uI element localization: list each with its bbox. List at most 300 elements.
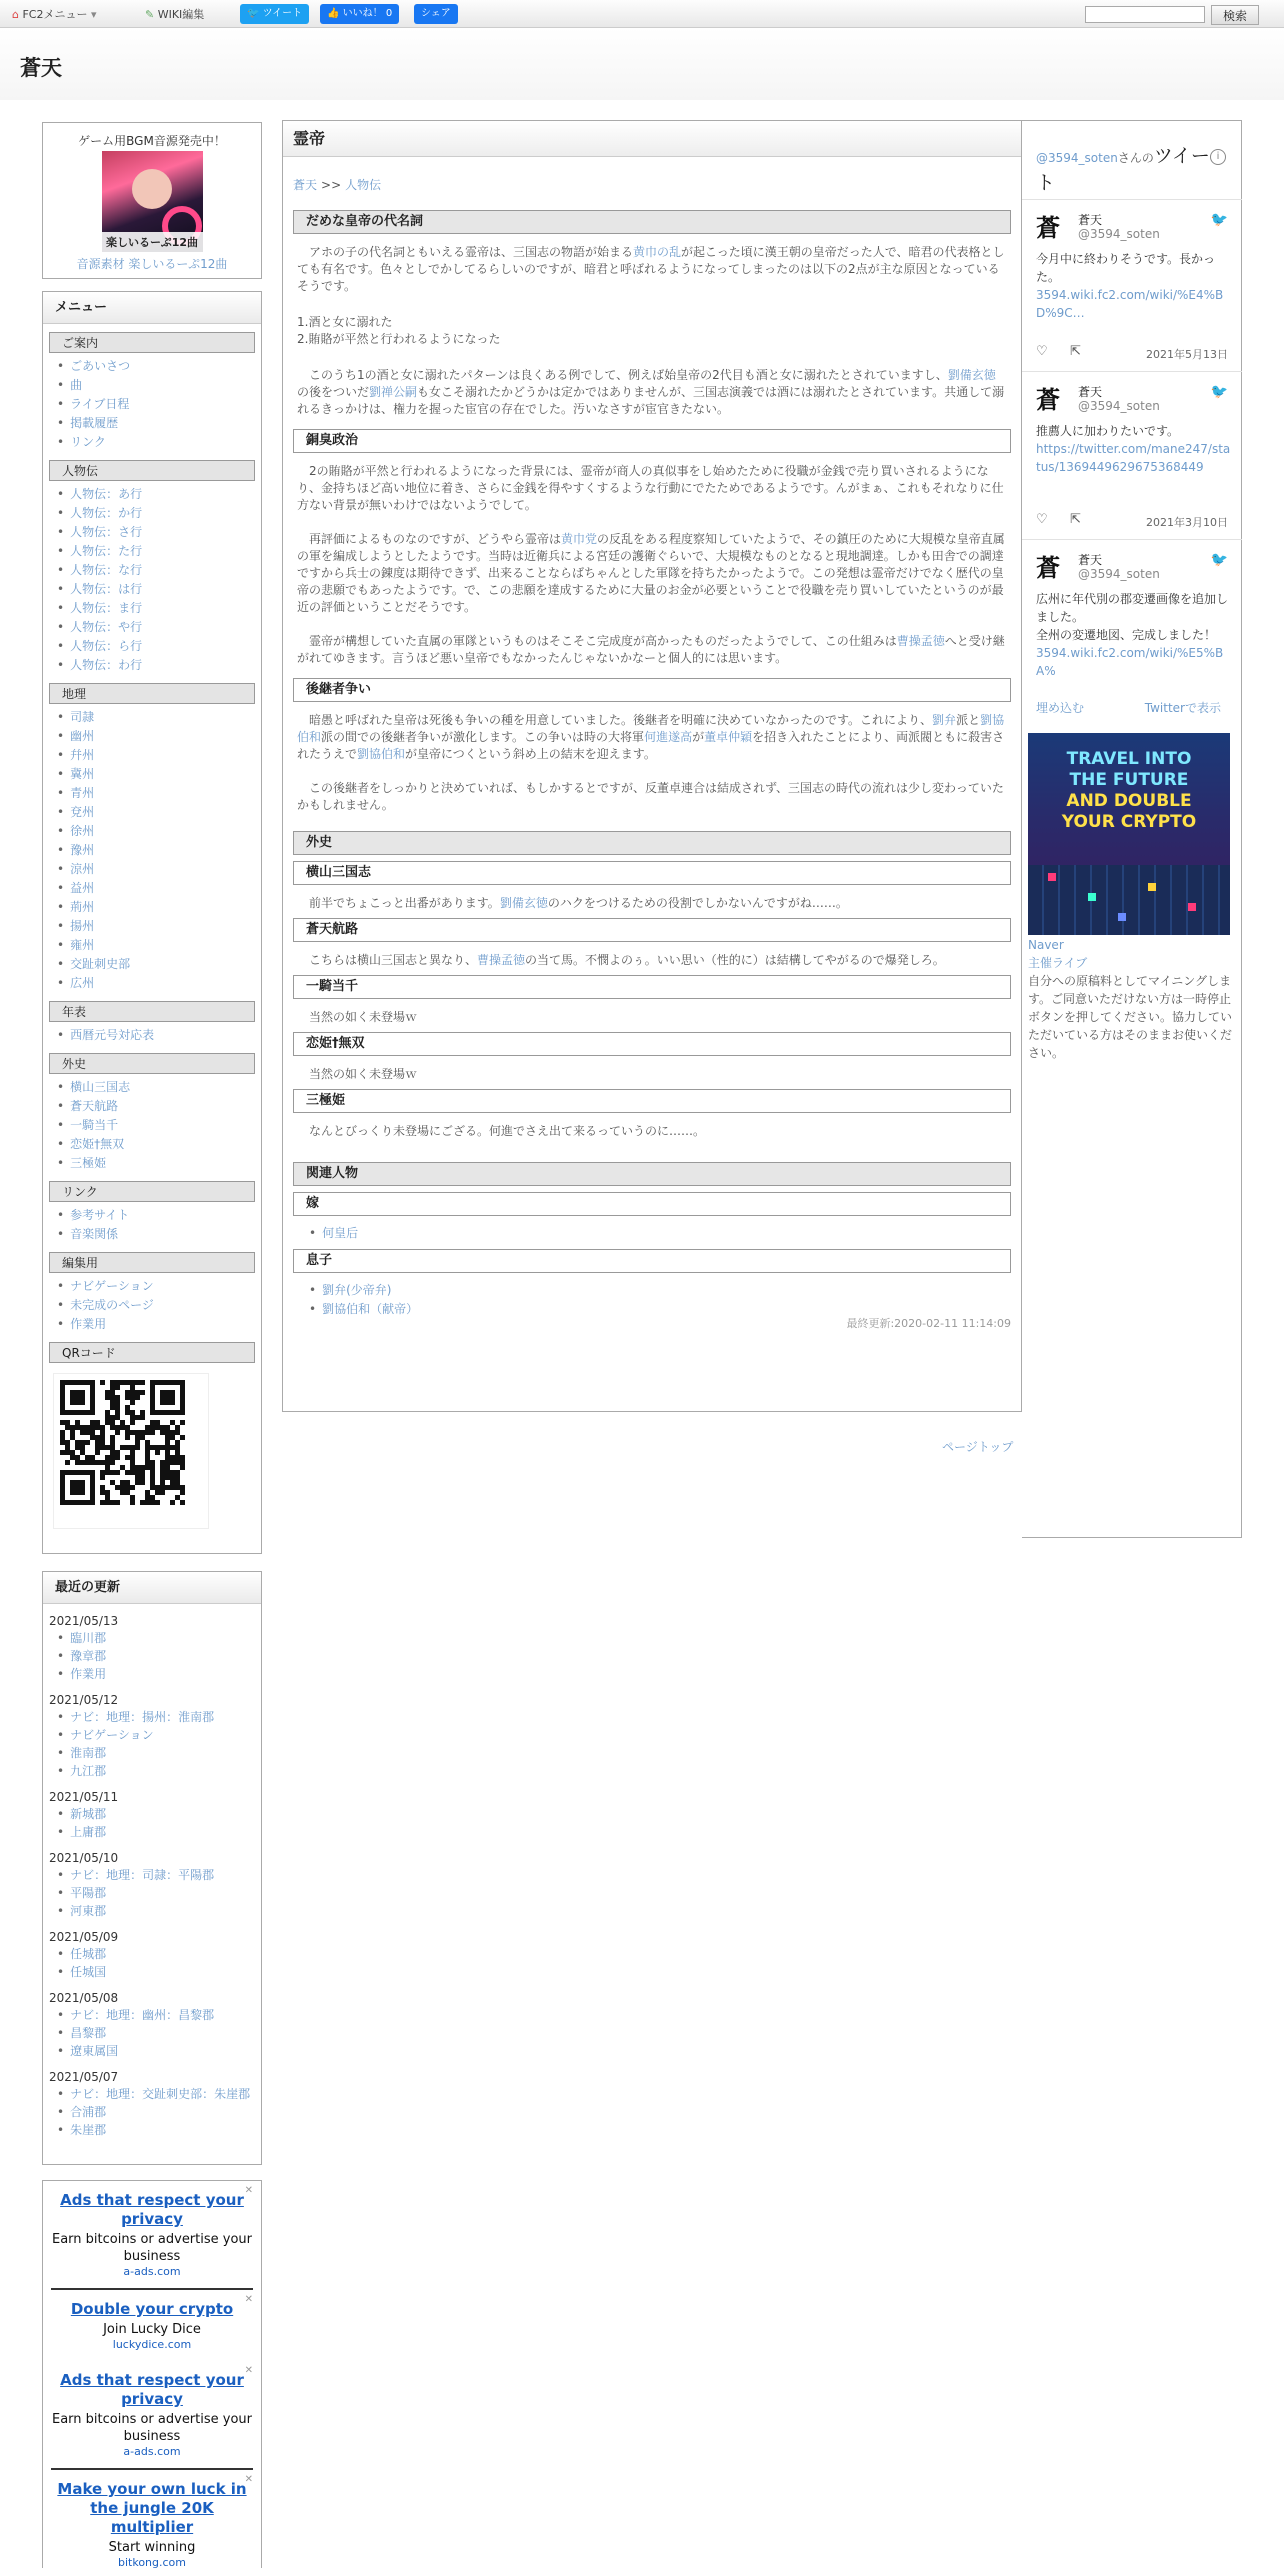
menu-item[interactable] [57, 1026, 261, 1045]
menu-item-label[interactable]: 未完成のページ [70, 1298, 154, 1312]
menu-item[interactable] [57, 523, 261, 542]
ad-image-text: AND DOUBLE [1066, 791, 1192, 811]
promo-image[interactable] [102, 151, 203, 252]
menu-item-label[interactable]: 兗州 [70, 805, 95, 819]
update-item[interactable] [57, 2085, 261, 2103]
paragraph [297, 531, 1007, 616]
search-button[interactable]: 検索 [1211, 5, 1259, 25]
paragraph: 当然の如く未登場ｗ [309, 1067, 418, 1081]
ad-url[interactable]: a-ads.com [123, 2265, 181, 2278]
menu-item[interactable] [57, 917, 261, 936]
twitter-handle[interactable]: @3594_soten [1036, 151, 1118, 165]
menu-item-label[interactable]: 横山三国志 [70, 1080, 131, 1094]
tweet-text-line: 全州の変遷地図、完成しました！ [1036, 628, 1217, 642]
text-segment: の後をついだ [297, 385, 370, 399]
update-link[interactable]: 作業用 [70, 1667, 107, 1681]
info-icon[interactable]: i [1210, 149, 1226, 165]
ad-description: Start winning [108, 2540, 196, 2555]
update-link[interactable]: 淮南郡 [70, 1746, 107, 1760]
update-link[interactable]: ナビ：地理：交趾刺史部：朱崖郡 [70, 2087, 251, 2101]
article [282, 120, 1022, 1412]
menu-item[interactable] [57, 765, 261, 784]
breadcrumb-home[interactable]: 蒼天 [293, 178, 318, 192]
heading-yokoyama: 横山三国志 [293, 861, 1011, 885]
menu-item-label[interactable]: 青州 [70, 786, 95, 800]
update-item[interactable] [57, 1823, 261, 1841]
menu-item[interactable] [57, 1097, 261, 1116]
ad-headline[interactable]: Ads that respect your privacy [60, 2191, 244, 2228]
person-link[interactable]: 劉禅公嗣 [369, 385, 418, 399]
text-segment: こちらは横山三国志と異なり、 [309, 953, 478, 967]
wife-list [309, 1224, 1021, 1243]
breadcrumb [293, 176, 1021, 193]
menu-item[interactable] [57, 504, 261, 523]
menu-item[interactable] [57, 936, 261, 955]
menu-item-label[interactable]: 人物伝：か行 [70, 506, 143, 520]
update-link[interactable]: 豫章郡 [70, 1649, 107, 1663]
menu-item-label[interactable]: 荊州 [70, 900, 95, 914]
menu-item[interactable] [57, 599, 261, 618]
heading-related: 関連人物 [293, 1162, 1011, 1186]
ad-unit[interactable] [51, 2470, 253, 2568]
update-item[interactable] [57, 1665, 261, 1683]
tweet-author-name[interactable]: 蒼天 [1078, 385, 1103, 399]
menu-item[interactable] [57, 1296, 261, 1315]
update-date: 2021/05/12 [49, 1693, 119, 1707]
fc2-toolbar [0, 0, 1284, 28]
update-item[interactable] [57, 1805, 261, 1823]
menu-item-label[interactable]: 西暦元号対応表 [70, 1028, 155, 1042]
menu-section-header: 外史 [49, 1053, 255, 1074]
ad-decoration [1118, 913, 1126, 921]
paragraph [297, 244, 1007, 295]
menu-item[interactable] [57, 974, 261, 993]
ad-headline[interactable]: Make your own luck in the jungle 20K multiplier [57, 2480, 247, 2536]
menu-item-label[interactable]: 参考サイト [70, 1208, 130, 1222]
update-link[interactable]: 任城国 [70, 1965, 107, 1979]
update-item[interactable] [57, 2121, 261, 2139]
update-item[interactable] [57, 1744, 261, 1762]
menu-item-label[interactable]: 幽州 [70, 729, 95, 743]
menu-item-label[interactable]: リンク [70, 435, 106, 449]
ad-url[interactable]: a-ads.com [123, 2445, 181, 2458]
menu-item-label[interactable]: 恋姫†無双 [70, 1137, 125, 1151]
like-button[interactable]: 👍 いいね！ 0 [320, 4, 399, 24]
update-link[interactable]: 九江郡 [70, 1764, 107, 1778]
home-icon: ⌂ [12, 8, 19, 21]
ad-close-icon[interactable]: ✕ [244, 2365, 253, 2376]
update-item[interactable] [57, 2006, 261, 2024]
menu-item[interactable] [57, 727, 261, 746]
menu-section-header: 人物伝 [49, 460, 255, 481]
text-segment: このうち1の酒と女に溺れたパターンは良くある例でして、例えば始皇帝の2代目も酒と女に溺れたとされていますし、 [309, 368, 948, 382]
menu-item[interactable] [57, 822, 261, 841]
menu-item-label[interactable]: 冀州 [70, 767, 95, 781]
menu-item[interactable] [57, 561, 261, 580]
menu-item-label[interactable]: 豫州 [70, 843, 95, 857]
share-button[interactable]: シェア [414, 4, 458, 24]
tweet-link[interactable]: https://twitter.com/mane247/status/1369449629675368449 [1036, 442, 1231, 474]
person-link[interactable]: 曹操孟徳 [896, 634, 945, 648]
menu-item-label[interactable]: ライブ日程 [70, 397, 130, 411]
update-item[interactable] [57, 1945, 261, 1963]
ad-decoration [1048, 873, 1056, 881]
person-link[interactable]: 何進遂高 [644, 730, 693, 744]
menu-item-label[interactable]: 人物伝：た行 [70, 544, 143, 558]
menu-section-list [43, 357, 261, 452]
tweet-text-line: 今月中に終わりそうです。長かった。 [1036, 252, 1216, 284]
menu-item[interactable] [57, 376, 261, 395]
menu-item[interactable] [57, 803, 261, 822]
text-segment: 前半でちょこっと出番があります。 [309, 896, 500, 910]
bird-icon: 🐦 [247, 8, 260, 19]
text-segment: アホの子の代名詞ともいえる霊帝は、三国志の物語が始まる [309, 245, 634, 259]
ad-headline[interactable]: Double your crypto [70, 2300, 234, 2318]
menu-item-label[interactable]: 人物伝：な行 [70, 563, 143, 577]
update-list [43, 1945, 261, 1981]
menu-title: メニュー [43, 292, 261, 324]
person-link[interactable]: 劉協伯和 [322, 1302, 371, 1316]
update-date: 2021/05/07 [49, 2070, 119, 2084]
paragraph [297, 367, 1007, 418]
menu-item[interactable] [57, 1135, 261, 1154]
menu-item-label[interactable]: 蒼天航路 [70, 1099, 119, 1113]
menu-item-label[interactable]: 一騎当千 [70, 1118, 119, 1132]
menu-item-label[interactable]: ナビゲーション [70, 1279, 154, 1293]
person-link[interactable]: 劉弁 [322, 1283, 347, 1297]
bird-icon: 🐦 [1210, 552, 1228, 568]
menu-item-label[interactable]: ごあいさつ [70, 359, 131, 373]
menu-item[interactable] [57, 784, 261, 803]
bird-icon: 🐦 [1210, 212, 1228, 228]
ad-decoration [1088, 893, 1096, 901]
update-list [43, 2006, 261, 2060]
text-segment: のハクをつけるための役割でしかないんですがね……。 [547, 896, 848, 910]
menu-item[interactable] [57, 414, 261, 433]
ad-image[interactable] [1028, 733, 1230, 935]
menu-item[interactable] [57, 542, 261, 561]
text-segment: 暗愚と呼ばれた皇帝は死後も争いの種を用意していました。後継者を明確に決めていなかったのです。これにより、 [309, 713, 933, 727]
menu-item[interactable] [57, 395, 261, 414]
ad-text [1028, 936, 1234, 1062]
site-title[interactable]: 蒼天 [20, 56, 62, 80]
tweet-author-handle[interactable]: @3594_soten [1078, 567, 1160, 581]
update-link[interactable]: 臨川郡 [70, 1631, 107, 1645]
update-item[interactable] [57, 2103, 261, 2121]
qr-pattern [60, 1380, 197, 1517]
menu-item-label[interactable]: 人物伝：ら行 [70, 639, 143, 653]
menu-item-label[interactable]: 交趾刺史部 [70, 957, 131, 971]
tweet-item[interactable] [1022, 199, 1242, 371]
menu-item-label[interactable]: 人物伝：さ行 [70, 525, 143, 539]
tweet-author-handle[interactable]: @3594_soten [1078, 399, 1160, 413]
menu-item-label[interactable]: 雍州 [70, 938, 95, 952]
chevron-down-icon: ▾ [91, 8, 97, 21]
update-link[interactable]: 合浦郡 [70, 2105, 107, 2119]
menu-item[interactable] [57, 1277, 261, 1296]
menu-item[interactable] [57, 860, 261, 879]
heading-bad-emperor: だめな皇帝の代名詞 [293, 210, 1011, 234]
ad-headline[interactable]: Ads that respect your privacy [60, 2371, 244, 2408]
person-note[interactable]: （献帝） [370, 1302, 419, 1316]
paragraph [297, 952, 1007, 969]
update-link[interactable]: ナビ：地理：幽州：昌黎郡 [70, 2008, 215, 2022]
menu-section-list [43, 1078, 261, 1173]
update-link[interactable]: ナビ：地理：揚州：淮南郡 [70, 1710, 215, 1724]
text-segment: が [692, 730, 705, 744]
update-link[interactable]: 平陽郡 [70, 1886, 107, 1900]
update-link[interactable]: 上庸郡 [70, 1825, 107, 1839]
ad-close-icon[interactable]: ✕ [244, 2185, 253, 2196]
ad-description: Earn bitcoins or advertise your business [51, 2232, 252, 2264]
promo-link[interactable]: 音源素材 楽しいるーぷ12曲 [76, 257, 228, 271]
update-link[interactable]: ナビゲーション [70, 1728, 154, 1742]
update-item[interactable] [57, 1708, 261, 1726]
update-item[interactable] [57, 1647, 261, 1665]
menu-item[interactable] [57, 1315, 261, 1334]
like-icon[interactable]: ♡ [1036, 344, 1048, 359]
text-segment: の反乱をある程度察知していたようで、その鎮圧のために大規模な皇帝直属の軍を編成しようとしたようです。当時は近衛兵による宮廷の護衛ぐらいで、大規模なものとなると現地調達。しかも田舎での調達ですから兵士の錬度は期待できず、出来ることならばちゃんとした軍隊を持ちたかったようで。この発想は霊帝だけでなく歴代の皇帝の悲願でもあったようです。で、この悲願を達成するために大量のお金が必要ということで役職を売り買いしていたというのが最近の評価ということだそうです。 [297, 532, 1005, 614]
heading-koihime: 恋姫†無双 [293, 1032, 1011, 1056]
menu-item-label[interactable]: 涼州 [70, 862, 95, 876]
related-person[interactable] [309, 1281, 1021, 1300]
person-link[interactable]: 曹操孟徳 [477, 953, 526, 967]
text-segment: も女こそ溺れたかどうかは定かではありませんが、三国志演義では酒には溺れたとされています。共通して溺れるきっかけは、権力を握った宦官の存在でした。汚いなさすが宦官きたない。 [297, 385, 1005, 416]
menu-item[interactable] [57, 746, 261, 765]
heading-soten: 蒼天航路 [293, 918, 1011, 942]
menu-item[interactable] [57, 656, 261, 675]
ad-close-icon[interactable]: ✕ [244, 2474, 253, 2485]
tweet-author-name[interactable]: 蒼天 [1078, 553, 1103, 567]
menu-item[interactable] [57, 637, 261, 656]
tweet-author-handle[interactable]: @3594_soten [1078, 227, 1160, 241]
menu-item[interactable] [57, 955, 261, 974]
menu-item-label[interactable]: 掲載履歴 [70, 416, 119, 430]
update-item[interactable] [57, 2042, 261, 2060]
menu-section-list [43, 485, 261, 675]
menu-item-label[interactable]: 人物伝：は行 [70, 582, 143, 596]
menu-item[interactable] [57, 1225, 261, 1244]
menu-item-label[interactable]: 揚州 [70, 919, 95, 933]
paragraph [297, 712, 1007, 763]
menu-item-label[interactable]: 曲 [70, 378, 83, 392]
person-link[interactable]: 劉備玄徳 [947, 368, 996, 382]
update-item[interactable] [57, 2024, 261, 2042]
ad-brand[interactable]: 主催ライブ [1028, 956, 1088, 970]
person-link[interactable]: 黄巾の乱 [633, 245, 682, 259]
qr-code [53, 1373, 209, 1529]
tweet-button[interactable]: 🐦 ツイート [240, 4, 309, 24]
bird-icon: 🐦 [1210, 384, 1228, 400]
tweet-date[interactable]: 2021年3月10日 [1146, 516, 1228, 529]
person-link[interactable]: 劉備玄徳 [499, 896, 548, 910]
menu-item[interactable] [57, 898, 261, 917]
menu-item[interactable] [57, 1154, 261, 1173]
related-person[interactable] [309, 1224, 1021, 1243]
embed-link[interactable]: 埋め込む [1036, 701, 1085, 715]
update-item[interactable] [57, 1866, 261, 1884]
update-item[interactable] [57, 1762, 261, 1780]
menu-item[interactable] [57, 618, 261, 637]
site-header [0, 28, 1284, 100]
text-segment: 霊帝が構想していた直属の軍隊というものはそこそこ完成度が高かったものだったようでして、この仕組みは [309, 634, 897, 648]
tweet-link[interactable]: 3594.wiki.fc2.com/wiki/%E4%BD%9C… [1036, 288, 1224, 320]
ads-box [42, 2180, 262, 2568]
menu-item[interactable] [57, 1078, 261, 1097]
ad-unit[interactable] [51, 2181, 253, 2290]
tweet-link[interactable]: 3594.wiki.fc2.com/wiki/%E5%BA% [1036, 646, 1224, 678]
tweet-date[interactable]: 2021年5月13日 [1146, 348, 1228, 361]
update-item[interactable] [57, 1629, 261, 1647]
paragraph [297, 633, 1007, 667]
text-segment: 派と [956, 713, 981, 727]
update-item[interactable] [57, 1884, 261, 1902]
update-date: 2021/05/10 [49, 1851, 119, 1865]
reason-1: 1.酒と女に溺れた [297, 315, 393, 329]
person-note[interactable]: (少帝弁) [346, 1283, 392, 1297]
update-link[interactable]: 新城郡 [70, 1807, 107, 1821]
menu-item-label[interactable]: 人物伝：ま行 [70, 601, 143, 615]
menu-item[interactable] [57, 1116, 261, 1135]
update-list [43, 1629, 261, 1683]
ad-unit[interactable] [51, 2361, 253, 2470]
menu-item[interactable] [57, 485, 261, 504]
update-link[interactable]: ナビ：地理：司隷：平陽郡 [70, 1868, 215, 1882]
tweet-item[interactable] [1022, 371, 1242, 539]
ad-url[interactable]: luckydice.com [112, 2338, 192, 2351]
update-link[interactable]: 河東郡 [70, 1904, 107, 1918]
recent-updates-title: 最近の更新 [43, 1572, 261, 1604]
menu-section-header: ご案内 [49, 332, 255, 353]
update-date: 2021/05/09 [49, 1930, 119, 1944]
tweet-item[interactable] [1022, 539, 1242, 699]
menu-item-label[interactable]: 徐州 [70, 824, 95, 838]
update-item[interactable] [57, 1963, 261, 1981]
update-item[interactable] [57, 1726, 261, 1744]
page-top-link[interactable]: ページトップ [942, 1440, 1014, 1454]
menu-section-header: QRコード [49, 1342, 255, 1363]
text-segment: の当て馬。不憫よのぅ。いい思い（性的に）は結構してやがるので爆発しろ。 [525, 953, 945, 967]
search-input[interactable] [1085, 6, 1205, 23]
heading-succession: 後継者争い [293, 678, 1011, 702]
menu-section-list [43, 1277, 261, 1334]
update-link[interactable]: 朱崖郡 [70, 2123, 107, 2137]
update-item[interactable] [57, 1902, 261, 1920]
text-segment: が起こった頃に漢王朝の皇帝だった人で、暗君の代表格としても有名です。色々としでかしてるらしいのですが、暗君と呼ばれるようになってしまったのは以下の2点が主な原因となっているそうです。 [297, 245, 1005, 293]
breadcrumb-parent[interactable]: 人物伝 [345, 178, 382, 192]
person-link[interactable]: 董卓仲穎 [704, 730, 753, 744]
paragraph [297, 895, 1007, 912]
menu-section-header: 年表 [49, 1001, 255, 1022]
paragraph: なんとびっくり未登場にござる。何進でさえ出て来るっていうのに……。 [309, 1124, 706, 1138]
promo-heading: ゲーム用BGM音源発売中！ [78, 134, 226, 148]
update-list [43, 1805, 261, 1841]
update-link[interactable]: 任城郡 [70, 1947, 107, 1961]
menu-section-list [43, 1026, 261, 1045]
menu-item-label[interactable]: 広州 [70, 976, 95, 990]
text-segment: へと受け継がれてゆきます。言うほど悪い皇帝でもなかったんじゃないかなーと個人的には思います。 [297, 634, 1005, 665]
menu-item-label[interactable]: 人物伝：あ行 [70, 487, 143, 501]
menu-item[interactable] [57, 841, 261, 860]
paragraph: この後継者をしっかりと決めていれば、もしかするとですが、反董卓連合は結成されず、三国志の時代の流れは少し変わっていたかもしれません。 [297, 781, 1004, 812]
menu-item-label[interactable]: 人物伝：わ行 [70, 658, 143, 672]
tweet-text [1036, 422, 1232, 476]
menu-item[interactable] [57, 708, 261, 727]
ad-description: 自分への原稿料としてマイニングします。ご同意いただけない方は一時停止ボタンを押してください。協力していただいている方はそのままお使いください。 [1028, 974, 1233, 1060]
menu-item[interactable] [57, 879, 261, 898]
page-title: 霊帝 [283, 121, 1021, 157]
person-link[interactable]: 何皇后 [322, 1226, 359, 1240]
heading-wife: 嫁 [293, 1192, 1011, 1216]
avatar[interactable]: 蒼 [1036, 553, 1060, 582]
share-icon[interactable]: ⇱ [1070, 512, 1081, 527]
tweet-author-name[interactable]: 蒼天 [1078, 213, 1103, 227]
text-segment: が皇帝につくという斜め上の結末を迎えます。 [405, 747, 656, 761]
twitter-widget [1022, 120, 1242, 1538]
promo-box [42, 122, 262, 279]
menu-item[interactable] [57, 1206, 261, 1225]
menu-item-label[interactable]: 作業用 [70, 1317, 107, 1331]
ad-advertiser[interactable]: Naver [1028, 938, 1064, 952]
menu-item-label[interactable]: 音楽関係 [70, 1227, 119, 1241]
heading-sons: 息子 [293, 1249, 1011, 1273]
menu-item[interactable] [57, 580, 261, 599]
update-list [43, 2085, 261, 2139]
ad-unit[interactable] [51, 2290, 253, 2361]
recent-updates-box [42, 1571, 262, 2165]
update-date: 2021/05/08 [49, 1991, 119, 2005]
wiki-edit-link[interactable]: ✎ WIKI編集 [145, 8, 205, 21]
person-link[interactable]: 劉弁 [932, 713, 957, 727]
menu-item-label[interactable]: 益州 [70, 881, 95, 895]
person-link[interactable]: 劉協伯和 [357, 747, 406, 761]
menu-item-label[interactable]: 司隷 [70, 710, 95, 724]
update-date: 2021/05/13 [49, 1614, 119, 1628]
twitter-title: @3594_sotenさんのツイート i [1036, 141, 1226, 195]
update-date: 2021/05/11 [49, 1790, 119, 1804]
ad-url[interactable]: bitkong.com [117, 2556, 186, 2568]
avatar[interactable]: 蒼 [1036, 385, 1060, 414]
update-link[interactable]: 遼東属国 [70, 2044, 119, 2058]
person-link[interactable]: 黄巾党 [561, 532, 598, 546]
update-groups [43, 1613, 261, 2139]
tweet-text-line: 推薦人に加わりたいです。 [1036, 424, 1180, 438]
ad-close-icon[interactable]: ✕ [244, 2294, 253, 2305]
fc2-menu[interactable]: ⌂ FC2メニュー ▾ [12, 8, 97, 21]
text-segment: 派の間での後継者争いが激化します。この争いは時の大将軍 [321, 730, 645, 744]
menu-item[interactable] [57, 357, 261, 376]
menu-item-label[interactable]: 三極姫 [70, 1156, 107, 1170]
share-icon[interactable]: ⇱ [1070, 344, 1081, 359]
menu-item-label[interactable]: 人物伝：や行 [70, 620, 143, 634]
person-link[interactable]: 劉協伯和 [297, 713, 1005, 744]
menu-section-list [43, 708, 261, 993]
edit-icon: ✎ [145, 8, 155, 21]
like-icon[interactable]: ♡ [1036, 512, 1048, 527]
menu-item-label[interactable]: 幷州 [70, 748, 95, 762]
view-on-twitter-link[interactable]: Twitterで表示 [1144, 701, 1221, 715]
avatar[interactable]: 蒼 [1036, 213, 1060, 242]
text-segment: 再評価によるものなのですが、どうやら霊帝は [309, 532, 562, 546]
menu-item[interactable] [57, 433, 261, 452]
ad-decoration [1148, 883, 1156, 891]
update-link[interactable]: 昌黎郡 [70, 2026, 107, 2040]
tweet-text-line: 広州に年代別の郡変遷画像を追加しました。 [1036, 592, 1229, 624]
heading-politics: 銅臭政治 [293, 429, 1011, 453]
thumbs-up-icon: 👍 [327, 8, 340, 19]
menu-section-header: 地理 [49, 683, 255, 704]
heading-gaishi: 外史 [293, 831, 1011, 855]
